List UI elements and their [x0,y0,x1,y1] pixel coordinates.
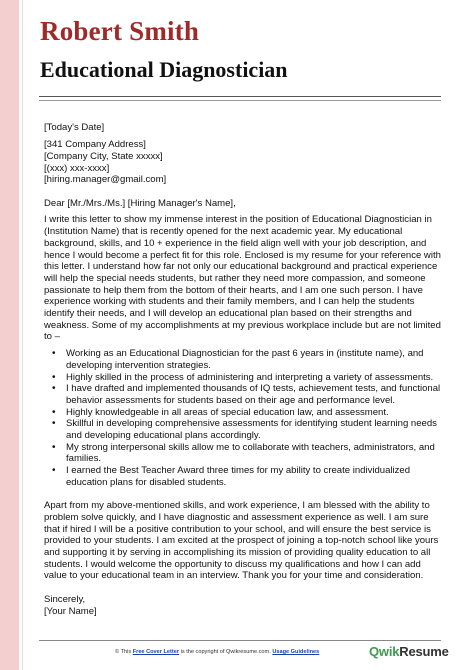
usage-guidelines-link[interactable]: Usage Guidelines [272,649,320,655]
letter-date: [Today's Date] [44,122,105,133]
intro-paragraph: I write this letter to show my immense interest in the position of Educational Diagnostician in (Institution Name) that is recently opened for the next academic year. My educational background, skills, and 10 + experience in the field align well with your job description, and hence I would become a perfect fit for this role. Enclosed is my resume for your reference with this letter. I understand how far not only our educational background and practical experience will help the special needs students, but rather they need more compassion, and someone passionate to help them from the bottom of their hearts, and I am one such person. I have experience working with students and their family members, and I can help the students identify their needs, and I will develop an educational plan based on their strengths and weakness. Some of my accomplishments at my previous workplace include but are not limited to – [44,214,441,343]
logo-qwik: Qwik [369,644,400,659]
decorative-sidebar [0,0,21,670]
applicant-name: Robert Smith [40,16,200,46]
list-item: • Skillful in developing comprehensive assessments for identifying student learning needs and developing educational plans accordingly. [66,418,442,441]
footer-divider [39,640,441,641]
job-title: Educational Diagnostician [40,57,288,82]
letter-body [44,122,442,617]
recipient-address [44,139,442,186]
sign-off: Sincerely, [44,593,86,605]
header-divider [39,96,441,97]
address-line: [(xxx) xxx-xxxx] [44,162,110,174]
list-item: • I earned the Best Teacher Award three times for my ability to create individualized education plans for disabled students. [66,465,442,488]
qwikresume-logo[interactable] [369,644,449,659]
copyright-middle-text: is the copyright of Qwikresume.com. [180,649,271,655]
accomplishments-list [44,348,442,488]
copyright-text: © This [115,649,132,655]
list-item: • Highly knowledgeable in all areas of special education law, and assessment. [66,407,442,419]
list-item: • My strong interpersonal skills allow me to collaborate with teachers, administrators, and families. [66,442,442,465]
list-item: • I have drafted and implemented thousands of IQ tests, achievement tests, and functional behavior assessments for students based on their age and performance level. [66,383,442,406]
free-cover-letter-link[interactable]: Free Cover Letter [132,649,180,655]
address-line: [hiring.manager@gmail.com] [44,174,167,186]
header-divider-secondary [39,100,441,101]
list-item: • Highly skilled in the process of administering and interpreting a variety of assessments. [66,372,442,384]
address-line: [Company City, State xxxxx] [44,150,163,162]
footer-copyright [115,649,319,655]
list-item: • Working as an Educational Diagnostician for the past 6 years in (institute name), and developing intervention strategies. [66,348,442,371]
address-line: [341 Company Address] [44,139,146,151]
closing-paragraph: Apart from my above-mentioned skills, and work experience, I am blessed with the ability to problem solve quickly, and I have diagnostic and assessment experience as well. I am sure that if hired I will be a positive contribution to your school, and will ensure the best service is provided to your students. I am excited at the prospect of joining a top-notch school like yours and supporting it by serving in accomplishing its mission of providing quality education to all students. I would welcome the opportunity to discuss my qualifications and how I can add value to your educational team in an interview. Thank you for your time and consideration. [44,500,439,582]
salutation: Dear [Mr./Mrs./Ms.] [Hiring Manager's Name], [44,197,236,209]
signature: [Your Name] [44,605,97,617]
logo-resume: Resume [399,644,449,659]
